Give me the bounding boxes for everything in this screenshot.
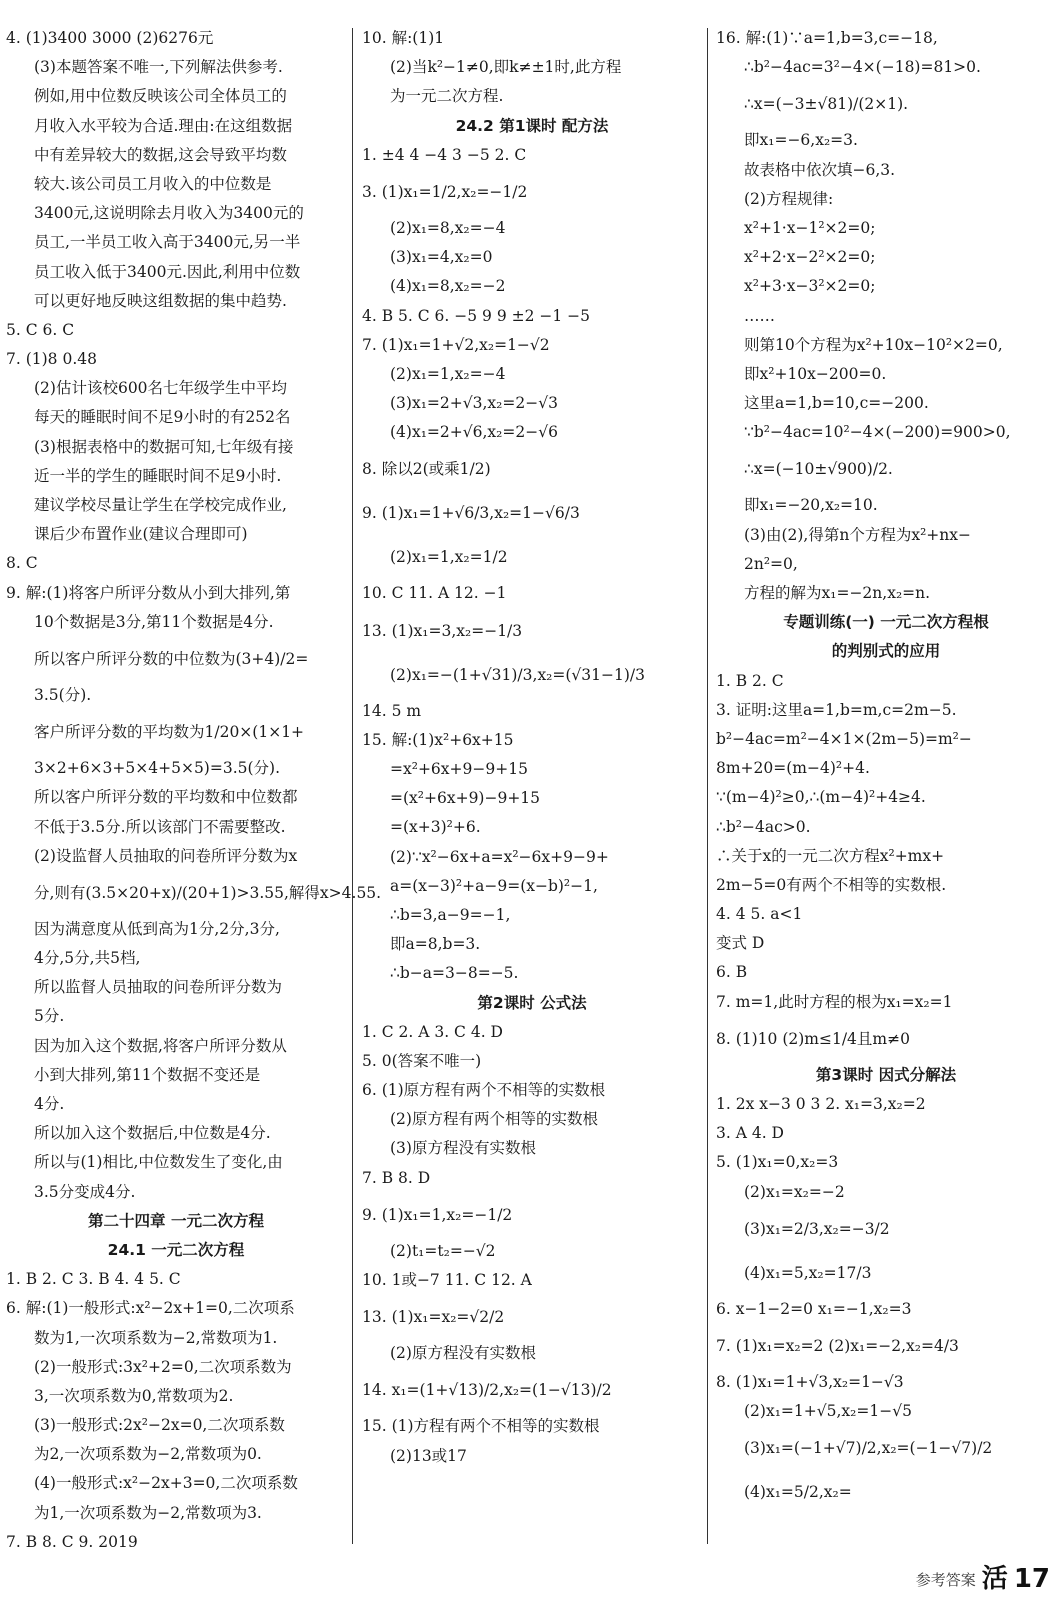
answer-line: 4. 4 5. a<1 bbox=[716, 905, 803, 924]
answer-line: 6. B bbox=[716, 963, 748, 982]
answer-line: ∴x=(−10±√900)/2. bbox=[744, 460, 893, 479]
section-heading: 的判别式的应用 bbox=[831, 642, 941, 661]
answer-line: 8. C bbox=[6, 554, 38, 573]
answer-line: (4)一般形式:x²−2x+3=0,二次项系数 bbox=[34, 1474, 298, 1493]
answer-line: 较大.该公司员工月收入的中位数是 bbox=[34, 174, 272, 193]
page-footer bbox=[916, 1558, 1050, 1594]
answer-line: 13. (1)x₁=3,x₂=−1/3 bbox=[362, 621, 523, 640]
answer-line: 4. (1)3400 3000 (2)6276元 bbox=[6, 29, 214, 47]
answer-line: (3)由(2),得第n个方程为x²+nx− bbox=[744, 525, 971, 544]
answer-line: ∴b²−4ac>0. bbox=[716, 817, 811, 836]
answer-line: 即a=8,b=3. bbox=[390, 935, 481, 954]
answer-line: 3. A 4. D bbox=[716, 1124, 784, 1143]
answer-line: 9. (1)x₁=1,x₂=−1/2 bbox=[362, 1205, 513, 1224]
section-heading: 第2课时 公式法 bbox=[477, 993, 587, 1012]
answer-line: (2)x₁=x₂=−2 bbox=[744, 1182, 845, 1201]
answer-line: (3)原方程没有实数根 bbox=[390, 1139, 536, 1158]
answer-line: 10. 解:(1)1 bbox=[362, 29, 445, 47]
answer-line: 9. 解:(1)将客户所评分数从小到大排列,第 bbox=[6, 583, 291, 602]
answer-line: =x²+6x+9−9+15 bbox=[390, 760, 528, 778]
answer-line: (2)13或17 bbox=[390, 1446, 467, 1465]
answer-line: 3×2+6×3+5×4+5×5)=3.5(分). bbox=[34, 759, 281, 778]
answer-line: (2)x₁=1,x₂=1/2 bbox=[390, 548, 508, 567]
answer-line: =(x+3)²+6. bbox=[390, 818, 481, 837]
section-heading: 24.1 一元二次方程 bbox=[107, 1240, 245, 1259]
answer-line: 8. 除以2(或乘1/2) bbox=[362, 460, 491, 479]
answer-line: …… bbox=[744, 306, 775, 325]
answer-line: 8. (1)10 (2)m≤1/4且m≠0 bbox=[716, 1029, 910, 1048]
page-prefix: 活 bbox=[981, 1564, 1008, 1594]
answer-line: 2n²=0, bbox=[744, 554, 798, 573]
answer-line: (4)x₁=2+√6,x₂=2−√6 bbox=[390, 423, 558, 442]
answer-line: (2)估计该校600名七年级学生中平均 bbox=[34, 379, 288, 398]
answer-line: (4)x₁=5,x₂=17/3 bbox=[744, 1263, 872, 1282]
answer-line: 1. 2x x−3 0 3 2. x₁=3,x₂=2 bbox=[716, 1095, 926, 1113]
answer-line: 则第10个方程为x²+10x−10²×2=0, bbox=[744, 335, 1003, 354]
answer-line: 1. B 2. C 3. B 4. 4 5. C bbox=[6, 1270, 181, 1289]
answer-line: 所以加入这个数据后,中位数是4分. bbox=[34, 1124, 271, 1143]
answer-line: ∴b²−4ac=3²−4×(−18)=81>0. bbox=[744, 58, 981, 77]
answer-line: 15. 解:(1)x²+6x+15 bbox=[362, 730, 514, 749]
answer-line: 3. (1)x₁=1/2,x₂=−1/2 bbox=[362, 182, 528, 201]
answer-line: (4)x₁=5/2,x₂= bbox=[744, 1483, 852, 1502]
answer-line: (2)t₁=t₂=−√2 bbox=[390, 1241, 496, 1260]
answer-line: 5. (1)x₁=0,x₂=3 bbox=[716, 1153, 839, 1172]
answer-line: (3)x₁=4,x₂=0 bbox=[390, 248, 493, 267]
answer-line: ∵(m−4)²≥0,∴(m−4)²+4≥4. bbox=[716, 788, 926, 807]
answer-line: 即x²+10x−200=0. bbox=[744, 364, 887, 383]
column-middle bbox=[362, 24, 702, 1552]
answer-line: (3)x₁=(−1+√7)/2,x₂=(−1−√7)/2 bbox=[744, 1439, 993, 1458]
answer-line: 课后少布置作业(建议合理即可) bbox=[34, 525, 248, 544]
answer-line: 5. C 6. C bbox=[6, 320, 75, 339]
answer-line: (2)∵x²−6x+a=x²−6x+9−9+ bbox=[390, 847, 609, 866]
answer-line: (2)一般形式:3x²+2=0,二次项系数为 bbox=[34, 1357, 292, 1376]
answer-line: 所以监督人员抽取的问卷所评分数为 bbox=[34, 978, 283, 997]
answer-line: 5分. bbox=[34, 1007, 65, 1026]
answer-line: 7. B 8. C 9. 2019 bbox=[6, 1532, 138, 1551]
answer-line: (2)x₁=1,x₂=−4 bbox=[390, 364, 506, 383]
answer-line: 8. (1)x₁=1+√3,x₂=1−√3 bbox=[716, 1372, 904, 1391]
answer-line: 因为满意度从低到高为1分,2分,3分, bbox=[34, 919, 280, 938]
answer-line: (2)原方程有两个相等的实数根 bbox=[390, 1110, 598, 1129]
answer-line: 15. (1)方程有两个不相等的实数根 bbox=[362, 1417, 600, 1436]
answer-line: (2)当k²−1≠0,即k≠±1时,此方程 bbox=[390, 58, 622, 77]
answer-line: 7. (1)8 0.48 bbox=[6, 350, 97, 369]
answer-line: ∴关于x的一元二次方程x²+mx+ bbox=[716, 846, 945, 865]
answer-line: 为一元二次方程. bbox=[390, 87, 504, 106]
column-divider bbox=[707, 28, 708, 1544]
answer-line: (3)x₁=2/3,x₂=−3/2 bbox=[744, 1219, 890, 1238]
answer-line: 员工,一半员工收入高于3400元,另一半 bbox=[34, 233, 301, 252]
answer-line: 7. B 8. D bbox=[362, 1168, 431, 1187]
answer-line: 即x₁=−6,x₂=3. bbox=[744, 131, 858, 150]
answer-line: 8m+20=(m−4)²+4. bbox=[716, 759, 870, 778]
answer-line: 3. 证明:这里a=1,b=m,c=2m−5. bbox=[716, 700, 957, 719]
section-heading: 24.2 第1课时 配方法 bbox=[455, 116, 609, 135]
answer-line: 变式 D bbox=[716, 934, 765, 953]
answer-line: 3400元,这说明除去月收入为3400元的 bbox=[34, 204, 304, 223]
column-divider bbox=[352, 28, 353, 1544]
answer-line: 3,一次项系数为0,常数项为2. bbox=[34, 1386, 234, 1405]
answer-line: x²+3·x−3²×2=0; bbox=[744, 277, 876, 296]
answer-line: (3)本题答案不唯一,下列解法供参考. bbox=[34, 58, 283, 77]
answer-line: 10. C 11. A 12. −1 bbox=[362, 584, 507, 603]
answer-line: (2)原方程没有实数根 bbox=[390, 1344, 536, 1363]
answer-line: 这里a=1,b=10,c=−200. bbox=[744, 394, 929, 413]
answer-line: 所以与(1)相比,中位数发生了变化,由 bbox=[34, 1153, 283, 1172]
answer-line: 13. (1)x₁=x₂=√2/2 bbox=[362, 1308, 505, 1327]
answer-line: x²+1·x−1²×2=0; bbox=[744, 218, 876, 237]
footer-label: 参考答案 bbox=[915, 1571, 976, 1589]
answer-line: 7. m=1,此时方程的根为x₁=x₂=1 bbox=[716, 992, 953, 1011]
section-heading: 专题训练(一) 一元二次方程根 bbox=[783, 613, 989, 632]
answer-line: 14. x₁=(1+√13)/2,x₂=(1−√13)/2 bbox=[362, 1381, 612, 1400]
answer-line: (2)方程规律: bbox=[744, 189, 834, 208]
answer-line: 10个数据是3分,第11个数据是4分. bbox=[34, 612, 274, 631]
answer-line: (4)x₁=8,x₂=−2 bbox=[390, 277, 506, 296]
answer-line: 2m−5=0有两个不相等的实数根. bbox=[716, 875, 947, 894]
answer-line: 不低于3.5分.所以该部门不需要整改. bbox=[34, 817, 286, 836]
answer-line: 3.5分变成4分. bbox=[34, 1182, 136, 1201]
answer-line: 10. 1或−7 11. C 12. A bbox=[362, 1271, 532, 1289]
answer-line: 为2,一次项系数为−2,常数项为0. bbox=[34, 1445, 262, 1464]
answer-line: 4分,5分,共5档, bbox=[34, 949, 141, 968]
answer-line: 月收入水平较为合适.理由:在这组数据 bbox=[34, 116, 293, 135]
section-heading: 第3课时 因式分解法 bbox=[815, 1065, 957, 1084]
answer-line: 6. (1)原方程有两个不相等的实数根 bbox=[362, 1081, 606, 1100]
answer-line: 可以更好地反映这组数据的集中趋势. bbox=[34, 291, 287, 310]
answer-line: 9. (1)x₁=1+√6/3,x₂=1−√6/3 bbox=[362, 504, 580, 523]
column-right bbox=[716, 24, 1056, 1552]
answer-line: 1. B 2. C bbox=[716, 671, 784, 690]
answer-line: 4. B 5. C 6. −5 9 9 ±2 −1 −5 bbox=[362, 306, 591, 325]
answer-line: 即x₁=−20,x₂=10. bbox=[744, 496, 878, 515]
answer-line: ∵b²−4ac=10²−4×(−200)=900>0, bbox=[744, 423, 1011, 442]
answer-line: 所以客户所评分数的平均数和中位数都 bbox=[34, 788, 298, 807]
answer-line: 建议学校尽量让学生在学校完成作业, bbox=[34, 496, 287, 514]
answer-line: ∴b=3,a−9=−1, bbox=[390, 905, 511, 924]
answer-line: 3.5(分). bbox=[34, 685, 92, 704]
answer-line: 中有差异较大的数据,这会导致平均数 bbox=[34, 145, 287, 164]
answer-line: 故表格中依次填−6,3. bbox=[744, 160, 896, 179]
answer-line: 例如,用中位数反映该公司全体员工的 bbox=[34, 87, 287, 106]
answer-line: 所以客户所评分数的中位数为(3+4)/2= bbox=[34, 649, 309, 668]
answer-line: (3)根据表格中的数据可知,七年级有接 bbox=[34, 437, 294, 456]
answer-line: 7. (1)x₁=1+√2,x₂=1−√2 bbox=[362, 335, 550, 354]
answer-line: 近一半的学生的睡眠时间不足9小时. bbox=[34, 466, 282, 485]
answer-line: 因为加入这个数据,将客户所评分数从 bbox=[34, 1036, 287, 1055]
answer-line: (2)x₁=−(1+√31)/3,x₂=(√31−1)/3 bbox=[390, 665, 646, 684]
answer-line: 客户所评分数的平均数为1/20×(1×1+ bbox=[34, 723, 305, 742]
answer-line: 1. ±4 4 −4 3 −5 2. C bbox=[362, 145, 527, 164]
answer-line: 6. x−1−2=0 x₁=−1,x₂=3 bbox=[716, 1299, 912, 1318]
answer-line: x²+2·x−2²×2=0; bbox=[744, 248, 876, 267]
answer-line: 6. 解:(1)一般形式:x²−2x+1=0,二次项系 bbox=[6, 1299, 295, 1318]
answer-line: 16. 解:(1)∵a=1,b=3,c=−18, bbox=[716, 29, 938, 47]
answer-line: 5. 0(答案不唯一) bbox=[362, 1051, 482, 1070]
answer-line: 员工收入低于3400元.因此,利用中位数 bbox=[34, 262, 301, 281]
answer-line: 方程的解为x₁=−2n,x₂=n. bbox=[744, 584, 931, 602]
answer-line: 数为1,一次项系数为−2,常数项为1. bbox=[34, 1328, 278, 1347]
answer-line: (3)x₁=2+√3,x₂=2−√3 bbox=[390, 394, 558, 413]
answer-line: (3)一般形式:2x²−2x=0,二次项系数 bbox=[34, 1416, 285, 1435]
answer-line: 分,则有(3.5×20+x)/(20+1)>3.55,解得x>4.55. bbox=[34, 883, 382, 902]
answer-line: ∴x=(−3±√81)/(2×1). bbox=[744, 95, 909, 114]
answer-line: a=(x−3)²+a−9=(x−b)²−1, bbox=[390, 876, 598, 895]
answer-line: 每天的睡眠时间不足9小时的有252名 bbox=[34, 408, 291, 427]
answer-line: ∴b−a=3−8=−5. bbox=[390, 964, 519, 983]
answer-line: (2)x₁=1+√5,x₂=1−√5 bbox=[744, 1402, 912, 1421]
answer-line: (2)设监督人员抽取的问卷所评分数为x bbox=[34, 846, 298, 865]
page-number: 17 bbox=[1013, 1564, 1050, 1594]
answer-line: =(x²+6x+9)−9+15 bbox=[390, 789, 541, 808]
answer-line: 1. C 2. A 3. C 4. D bbox=[362, 1022, 503, 1041]
answer-line: 7. (1)x₁=x₂=2 (2)x₁=−2,x₂=4/3 bbox=[716, 1336, 959, 1355]
answer-line: 4分. bbox=[34, 1095, 65, 1113]
column-left bbox=[6, 24, 382, 1552]
answer-line: b²−4ac=m²−4×1×(2m−5)=m²− bbox=[716, 729, 972, 748]
answer-line: 小到大排列,第11个数据不变还是 bbox=[34, 1065, 261, 1084]
answer-line: 14. 5 m bbox=[362, 701, 422, 720]
answer-line: (2)x₁=8,x₂=−4 bbox=[390, 218, 506, 237]
answer-line: 为1,一次项系数为−2,常数项为3. bbox=[34, 1503, 262, 1522]
section-heading: 第二十四章 一元二次方程 bbox=[88, 1211, 264, 1230]
